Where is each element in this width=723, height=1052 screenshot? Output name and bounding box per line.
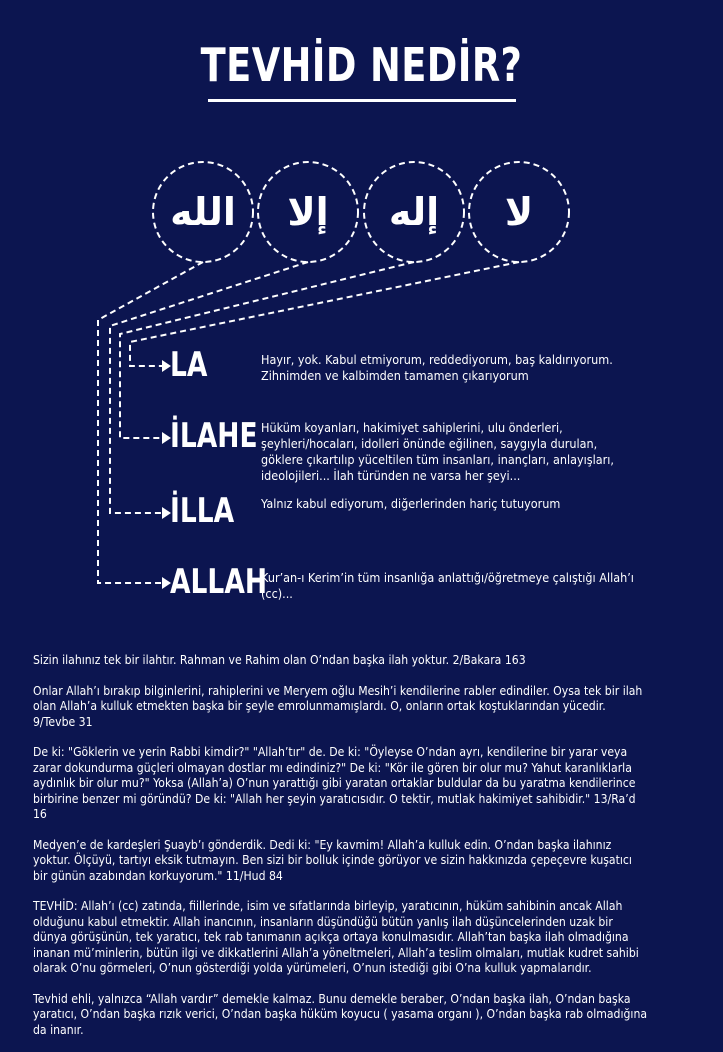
term-ilahe: İLAHE xyxy=(170,416,258,456)
term-allah: ALLAH xyxy=(170,562,268,602)
desc-illa: Yalnız kabul ediyorum, diğerlerinden hariç tutuyorum xyxy=(261,496,561,511)
paragraph-bakara: Sizin ilahınız tek bir ilahtır. Rahman ve Rahim olan O’ndan başka ilah yoktur. 2/Bakara 163 xyxy=(33,652,526,667)
paragraph-tevhid-definition: TEVHİD: Allah’ı (cc) zatında, fiillerinde, isim ve sıfatlarında birleyip, yaratıcının, hüküm sahibinin ancak Allah olduğunu kabul etmektir. Allah inancının, insanların düşündüğü bütün yanlış ilah düşüncelerinden uzak bir dünya görüşünün, tek yaratıcı, tek rab tanımanın açıkça ortaya konulmasıdır. Allah’tan başka ilah olmadığına inanan mü’minlerin, bütün ilgi ve dikkatlerini Allah’a yöneltmeleri, Allah’a teslim olmaları, mutlak kudret sahibi olarak O’nu görmeleri, O’nun gösterdiği yolda yürümeleri, O’nun istediği gibi O’na kulluk yapmalarıdır. xyxy=(33,898,639,975)
term-la: LA xyxy=(170,345,208,385)
desc-ilahe: Hüküm koyanları, hakimiyet sahiplerini, ulu önderleri, şeyhleri/hocaları, idolleri önünde eğilinen, saygıyla durulan, göklere çıkartılıp yüceltilen tüm insanları, inançları, anlayışları, ideolojileri... İlah türünden ne varsa her şeyi... xyxy=(261,420,614,483)
paragraph-hud: Medyen’e de kardeşleri Şuayb’ı gönderdik. Dedi ki: "Ey kavmim! Allah’a kulluk edin. O’ndan başka ilahınız yoktur. Ölçüyü, tartıyı eksik tutmayın. Ben sizi bir bolluk içinde görüyor ve sizin hakkınızda çepeçevre kuşatıcı bir günün azabından korkuyorum." 11/Hud 84 xyxy=(33,836,632,883)
circle-text-illa: إلا xyxy=(287,190,329,234)
desc-la: Hayır, yok. Kabul etmiyorum, reddediyorum, baş kaldırıyorum. Zihnimden ve kalbimden tamamen çıkarıyorum xyxy=(261,352,613,383)
circle-text-allah: الله xyxy=(170,190,236,234)
page-title: TEVHİD NEDİR? xyxy=(200,38,523,92)
circle-text-ilahe: إله xyxy=(388,190,440,234)
paragraph-rad: De ki: "Göklerin ve yerin Rabbi kimdir?" "Allah’tır" de. De ki: "Öyleyse O’ndan ayrı, kendilerine bir yarar veya zarar dokundurma güçleri olmayan dostlar mı edindiniz?" De ki: "Kör ile gören bir olur mu? Yahut karanlıklarla aydınlık bir olur mu?" Yoksa (Allah’a) O’nun yarattığı gibi yaratan ortaklar buldular da bu yaratma kendilerince birbirine benzer mi göründü? De ki: "Allah her şeyin yaratıcısıdır. O tektir, mutlak hakimiyet sahibidir." 13/Ra’d 16 xyxy=(33,744,636,821)
paragraph-tevbe: Onlar Allah’ı bırakıp bilginlerini, rahiplerini ve Meryem oğlu Mesih’i kendilerine rabler edindiler. Oysa tek bir ilah olan Allah’a kulluk etmekten başka bir şeyle emrolunmamışlardı. O, onların ortak koştuklarından yücedir. 9/Tevbe 31 xyxy=(33,682,643,729)
paragraph-tevhid-ehli: Tevhid ehli, yalnızca “Allah vardır” demekle kalmaz. Bunu demekle beraber, O’ndan başka ilah, O’ndan başka yaratıcı, O’ndan başka rızık verici, O’ndan başka hüküm koyucu ( yasama organı ), O’ndan başka rab olmadığına da inanır. xyxy=(33,990,648,1037)
term-illa: İLLA xyxy=(170,491,235,531)
connector-ilahe xyxy=(120,262,414,438)
circle-text-la: لا xyxy=(504,190,534,234)
body-paragraphs xyxy=(33,652,649,1052)
desc-allah: Kur’an-ı Kerim’in tüm insanlığa anlattığı/öğretmeye çalıştığı Allah’ı (cc)... xyxy=(261,570,634,601)
